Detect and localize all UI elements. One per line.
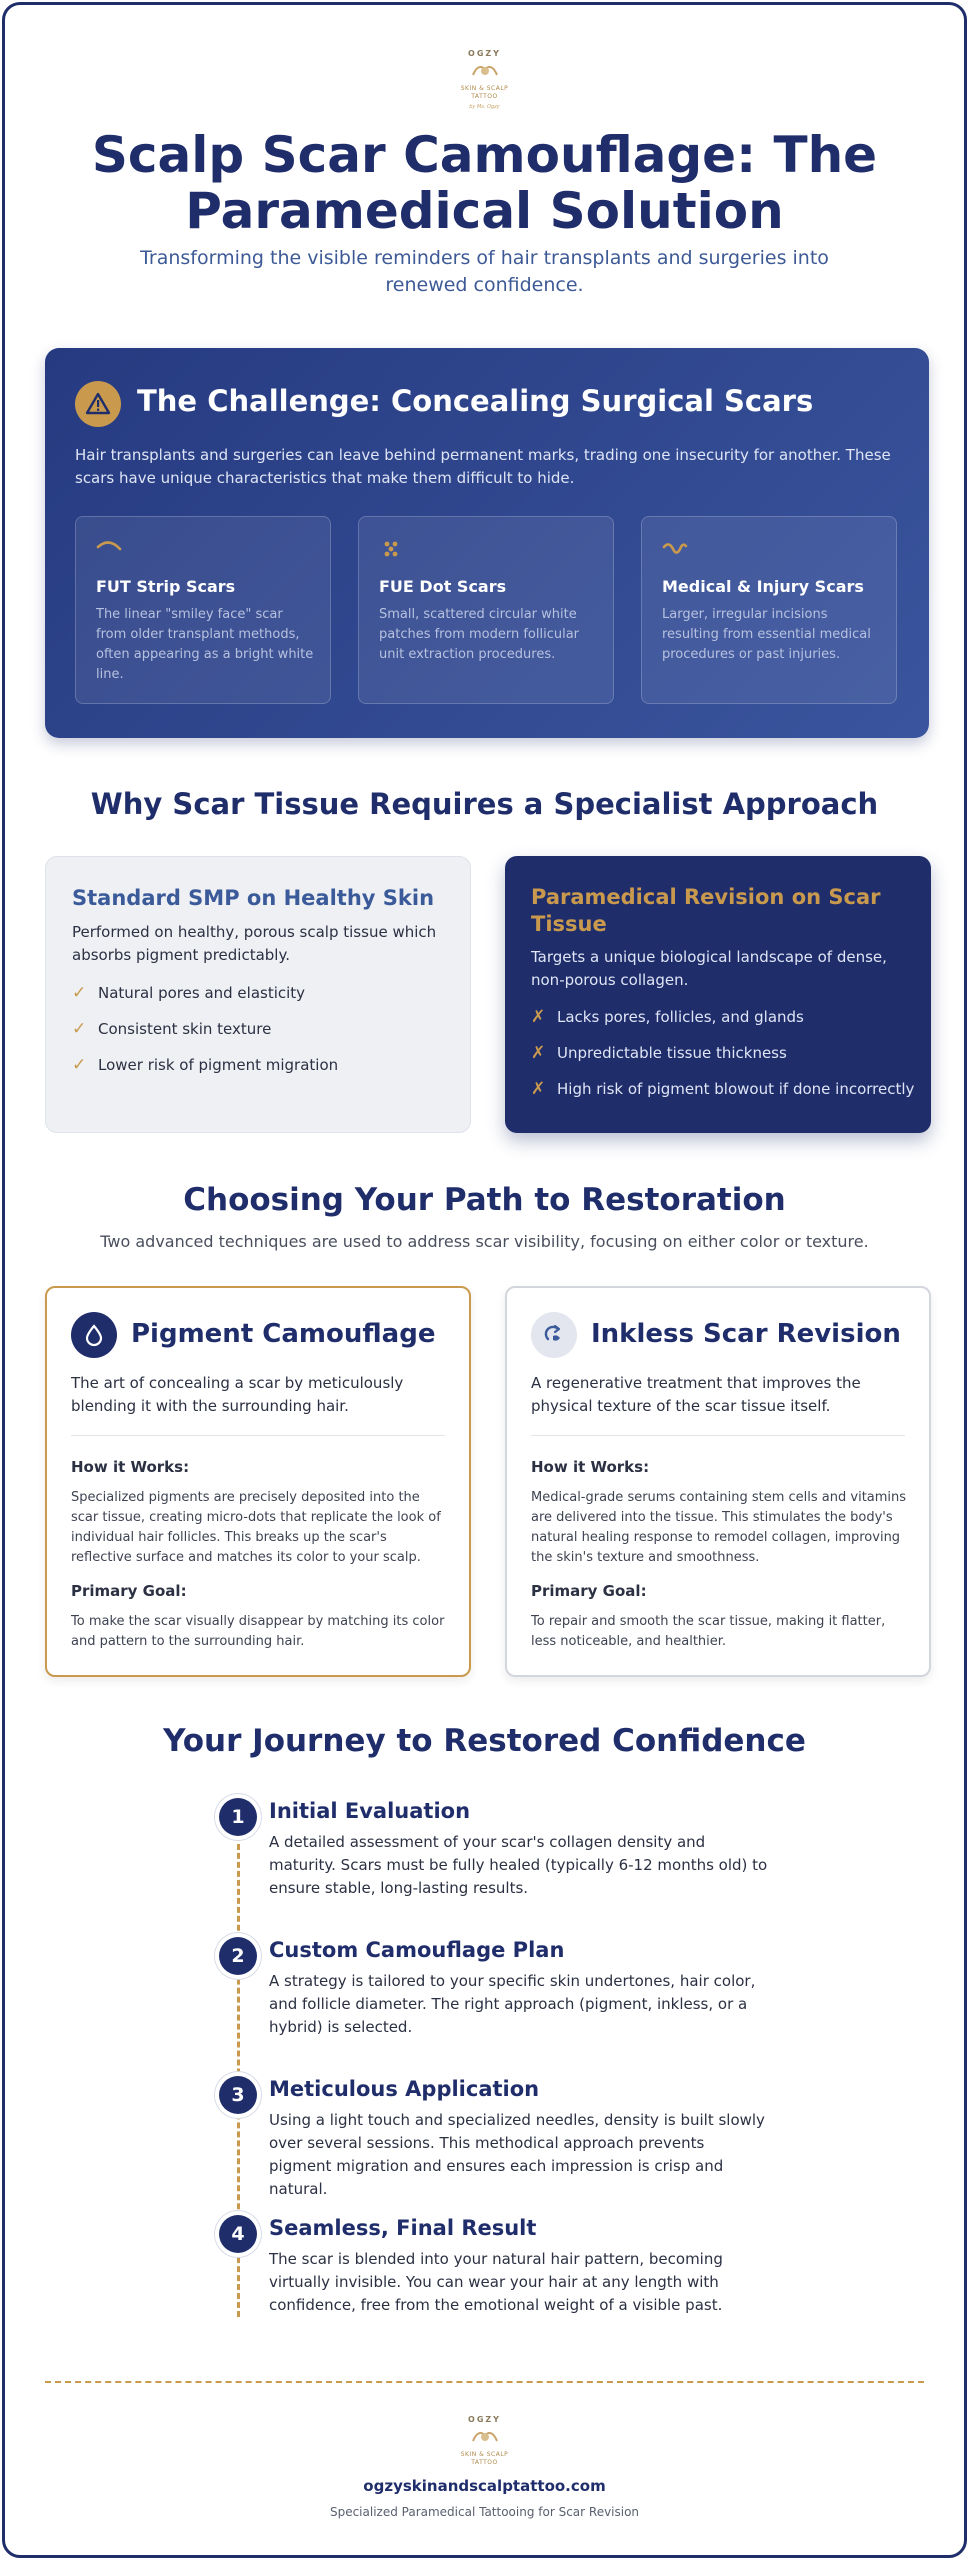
page-subtitle: Transforming the visible reminders of hair transplants and surgeries into renewed confidence.	[140, 247, 829, 296]
paramedical-revision-title: Paramedical Revision on Scar Tissue	[531, 885, 881, 936]
primary-goal-label: Primary Goal:	[71, 1582, 187, 1600]
cross-icon: ✗	[531, 1043, 546, 1063]
scar-type-card-fut	[75, 516, 331, 704]
logo-brand: OGZY	[468, 49, 501, 58]
step-text: The scar is blended into your natural hair pattern, becoming virtually invisible. You can wear your hair at any length with confidence, free from the emotional weight of a visible past.	[269, 2250, 723, 2314]
warning-icon	[75, 381, 121, 427]
scar-type-text: Larger, irregular incisions resulting from essential medical procedures or past injuries.	[662, 607, 871, 662]
how-it-works-text: Specialized pigments are precisely deposited into the scar tissue, creating micro-dots that replicate the look of individual hair follicles. This breaks up the scar's reflective surface and matches its color to your scalp.	[71, 1490, 441, 1565]
wave-icon	[662, 539, 688, 559]
step-number: 1	[219, 1798, 257, 1836]
scar-type-text: Small, scattered circular white patches from modern follicular unit extraction procedures.	[379, 607, 580, 662]
logo-name: SKIN & SCALP TATTOO	[460, 2451, 509, 2466]
scar-type-text: The linear "smiley face" scar from older transplant methods, often appearing as a bright white line.	[96, 607, 314, 682]
logo-mark-icon	[470, 61, 500, 79]
footer-logo	[450, 2415, 520, 2467]
droplet-icon	[71, 1312, 117, 1358]
step-number: 2	[219, 1937, 257, 1975]
check-icon: ✓	[72, 983, 87, 1003]
scar-type-title: FUT Strip Scars	[96, 577, 236, 596]
divider	[531, 1435, 905, 1436]
how-it-works-label: How it Works:	[71, 1458, 190, 1476]
step-text: Using a light touch and specialized needles, density is built slowly over several sessions. This methodical approach prevents pigment migration and ensures each impression is crisp and natural.	[269, 2111, 765, 2198]
list-item: ✗ High risk of pigment blowout if done incorrectly	[531, 1079, 915, 1099]
check-icon: ✓	[72, 1019, 87, 1039]
standard-smp-card	[45, 856, 471, 1133]
page-frame	[2, 2, 967, 2558]
step-number: 4	[219, 2215, 257, 2253]
cross-icon: ✗	[531, 1079, 546, 1099]
option-title: Inkless Scar Revision	[591, 1319, 901, 1349]
footer-website-link[interactable]: ogzyskinandscalptattoo.com	[363, 2477, 606, 2495]
renew-icon	[531, 1312, 577, 1358]
paramedical-revision-card	[505, 856, 931, 1133]
option-description: A regenerative treatment that improves the physical texture of the scar tissue itself.	[531, 1374, 861, 1415]
cross-icon: ✗	[531, 1007, 546, 1027]
step-title: Custom Camouflage Plan	[269, 1938, 565, 1962]
standard-smp-list	[72, 984, 338, 1092]
page-title: Scalp Scar Camouflage: The Paramedical Solution	[91, 126, 878, 240]
challenge-description: Hair transplants and surgeries can leave behind permanent marks, trading one insecurity for another. These scars have unique characteristics that make them difficult to hide.	[75, 446, 891, 487]
primary-goal-text: To repair and smooth the scar tissue, making it flatter, less noticeable, and healthier.	[531, 1614, 886, 1649]
standard-smp-title: Standard SMP on Healthy Skin	[72, 886, 435, 910]
option-description: The art of concealing a scar by meticulously blending it with the surrounding hair.	[71, 1374, 404, 1415]
step-title: Initial Evaluation	[269, 1799, 471, 1823]
list-item: ✗ Unpredictable tissue thickness	[531, 1043, 787, 1063]
list-item: ✗ Lacks pores, follicles, and glands	[531, 1007, 804, 1027]
step-number: 3	[219, 2076, 257, 2114]
path-section-title: Choosing Your Path to Restoration	[183, 1182, 786, 1218]
step-title: Seamless, Final Result	[269, 2216, 537, 2240]
scar-type-title: FUE Dot Scars	[379, 577, 507, 596]
scar-type-card-medical	[641, 516, 897, 704]
standard-smp-description: Performed on healthy, porous scalp tissue which absorbs pigment predictably.	[72, 923, 437, 964]
divider	[71, 1435, 445, 1436]
dots-icon	[379, 539, 405, 559]
paramedical-revision-list	[531, 1008, 914, 1116]
brand-logo	[450, 49, 520, 110]
option-title: Pigment Camouflage	[131, 1319, 436, 1349]
logo-brand: OGZY	[468, 2415, 501, 2424]
list-item: ✓ Consistent skin texture	[72, 1019, 272, 1039]
why-section-title: Why Scar Tissue Requires a Specialist Approach	[90, 787, 879, 821]
primary-goal-text: To make the scar visually disappear by matching its color and pattern to the surrounding hair.	[71, 1614, 445, 1649]
logo-tagline: by Ms. Ogzy	[469, 104, 500, 110]
inkless-scar-revision-card	[505, 1286, 931, 1677]
scar-type-title: Medical & Injury Scars	[662, 577, 864, 596]
curve-icon	[96, 539, 122, 559]
challenge-title: The Challenge: Concealing Surgical Scars	[137, 384, 814, 418]
step-text: A strategy is tailored to your specific skin undertones, hair color, and follicle diameter. The right approach (pigment, inkless, or a hybrid) is selected.	[269, 1972, 756, 2036]
footer-tagline: Specialized Paramedical Tattooing for Scar Revision	[329, 2505, 640, 2519]
step-text: A detailed assessment of your scar's collagen density and maturity. Scars must be fully healed (typically 6-12 months old) to ensure stable, long-lasting results.	[269, 1833, 768, 1897]
footer-divider	[45, 2381, 924, 2383]
primary-goal-label: Primary Goal:	[531, 1582, 647, 1600]
list-item: ✓ Lower risk of pigment migration	[72, 1055, 339, 1075]
list-item: ✓ Natural pores and elasticity	[72, 983, 306, 1003]
step-title: Meticulous Application	[269, 2077, 540, 2101]
scar-type-card-fue	[358, 516, 614, 704]
path-section-subtitle: Two advanced techniques are used to address scar visibility, focusing on either color or texture.	[100, 1232, 869, 1251]
challenge-panel	[45, 348, 929, 738]
journey-section-title: Your Journey to Restored Confidence	[163, 1723, 806, 1759]
logo-name: SKIN & SCALP TATTOO	[460, 85, 509, 100]
check-icon: ✓	[72, 1055, 87, 1075]
pigment-camouflage-card	[45, 1286, 471, 1677]
paramedical-revision-description: Targets a unique biological landscape of dense, non-porous collagen.	[531, 948, 887, 989]
how-it-works-label: How it Works:	[531, 1458, 650, 1476]
how-it-works-text: Medical-grade serums containing stem cells and vitamins are delivered into the tissue. This stimulates the body's natural healing response to remodel collagen, improving the skin's texture and smoothness.	[531, 1490, 907, 1565]
logo-mark-icon	[470, 2427, 500, 2445]
